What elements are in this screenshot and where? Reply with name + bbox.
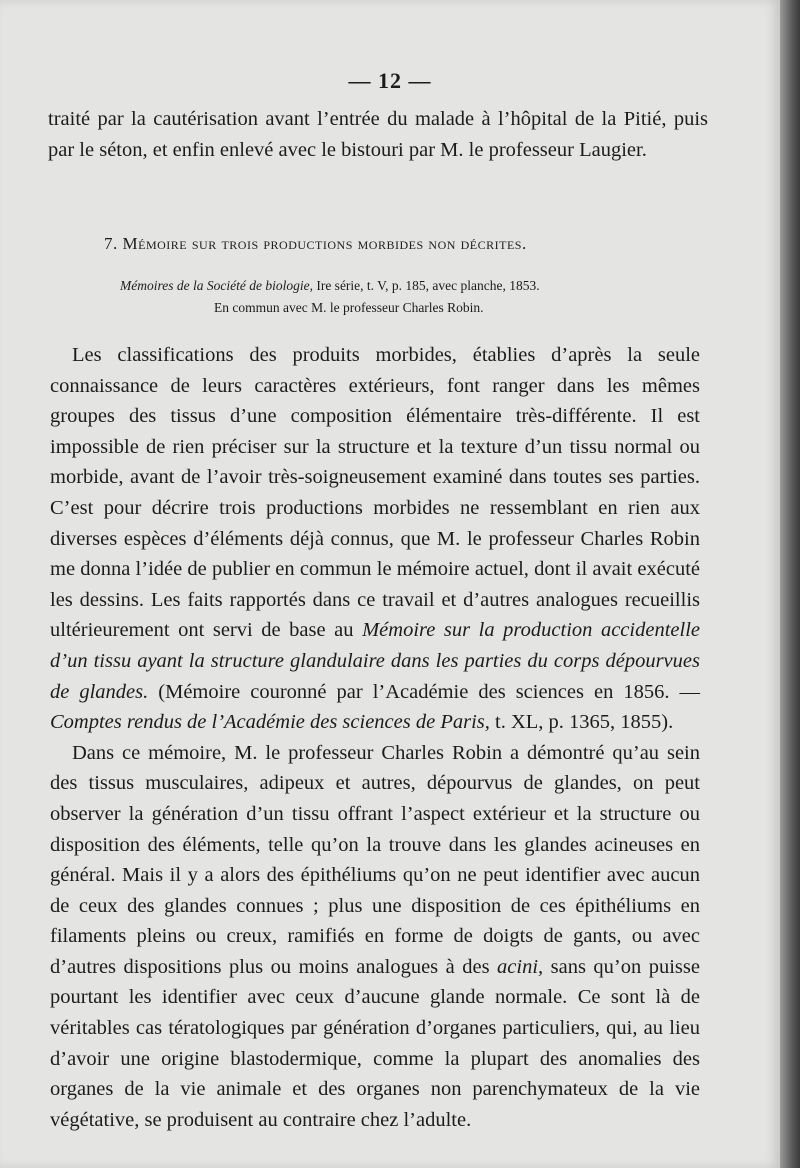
body-text [50,340,700,1135]
paragraph-2 [50,738,700,1136]
paragraph-1-italic-journal: Comptes rendus de l’Académie des sciences de Paris, [50,711,490,734]
paragraph-1-part-2: (Mémoire couronné par l’Académie des sciences en 1856. — [148,680,700,703]
paragraph-1-part-1: Les classifications des produits morbides, établies d’après la seule connaissance de leurs caractères extérieurs, font ranger dans les mêmes groupes des tissus d’une composition élémentaire très-différente. Il est impossible de rien préciser sur la structure et la texture d’un tissu normal ou morbide, avant de l’avoir très-soigneusement examiné dans toutes ses parties. C’est pour décrire trois productions morbides ne ressemblant en rien aux diverses espèces d’éléments déjà connus, que M. le professeur Charles Robin me donna l’idée de publier en commun le mémoire actuel, dont il avait exécuté les dessins. Les faits rapportés dans ce travail et d’autres analogues recueillis ultérieurement ont servi de base au [50,344,700,642]
reference-coauthor: En commun avec M. le professeur Charles Robin. [214,300,484,315]
paragraph-1-part-3: t. XL, p. 1365, 1855). [489,711,674,734]
page-edge-shadow [780,0,800,1168]
page-number: — 12 — [348,68,432,93]
reference-details: Ire série, t. V, p. 185, avec planche, 1853. [312,278,540,293]
reference-line [120,278,680,294]
paragraph-2-italic-term: acini, [497,955,544,978]
paragraph-2-part-2: sans qu’on puisse pourtant les identifier avec ceux d’aucune glande normale. Ce sont là de véritables cas tératologiques par génération d’organes particuliers, qui, au lieu d’avoir une origine blastodermique, comme la plupart des anomalies des organes de la vie animale et des organes non parenchymateux de la vie végétative, se produisent au contraire chez l’adulte. [50,955,700,1131]
intro-paragraph: traité par la cautérisation avant l’entrée du malade à l’hôpital de la Pitié, puis par le séton, et enfin enlevé avec le bistouri par M. le professeur Laugier. [48,108,708,161]
paragraph-2-part-1: Dans ce mémoire, M. le professeur Charles Robin a démontré qu’au sein des tissus musculaires, adipeux et autres, dépourvus de glandes, on peut observer la génération d’un tissu offrant l’aspect extérieur et la structure ou disposition des éléments, telle qu’on la trouve dans les glandes acineuses en général. Mais il y a alors des épithéliums qu’on ne peut identifier avec aucun de ceux des glandes connues ; plus une disposition de ces épithéliums en filaments pleins ou creux, ramifiés en forme de doigts de gants, ou avec d’autres dispositions plus ou moins analogues à des [50,741,700,978]
section-heading: 7. Mémoire sur trois productions morbides non décrites. [104,234,527,253]
paragraph-1-italic-title: Mémoire sur la production accidentelle d’un tissu ayant la structure glandulaire dans les parties du corps dépourvues de glandes. [50,619,700,703]
paragraph-1 [50,340,700,738]
reference-journal: Mémoires de la Société de biologie, [120,278,313,293]
